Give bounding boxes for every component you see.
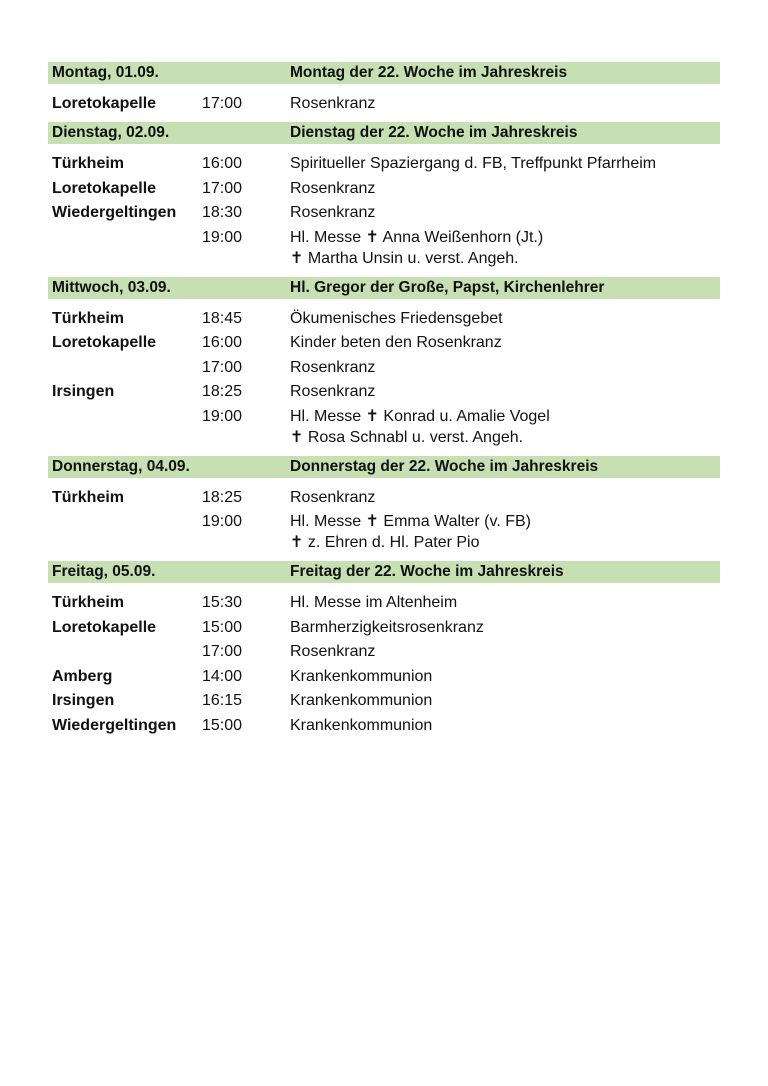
entry-time: 14:00 xyxy=(202,667,243,685)
day-liturgical-title: Montag der 22. Woche im Jahreskreis xyxy=(290,64,568,81)
entry-place: Türkheim xyxy=(52,488,125,506)
entry-time: 19:00 xyxy=(202,407,243,425)
entry-description-line: Rosenkranz xyxy=(290,204,376,221)
schedule-entry xyxy=(48,381,720,402)
day-header xyxy=(48,277,720,299)
entry-time: 18:30 xyxy=(202,204,243,221)
day-section xyxy=(48,62,720,114)
schedule-entry xyxy=(48,487,720,508)
entry-description-line: Rosenkranz xyxy=(290,179,376,197)
entry-description-line: Ökumenisches Friedensgebet xyxy=(290,309,503,327)
day-liturgical-title: Dienstag der 22. Woche im Jahreskreis xyxy=(290,124,578,141)
day-section xyxy=(48,561,720,736)
entry-time: 17:00 xyxy=(202,358,243,376)
entry-description-line: Hl. Messe im Altenheim xyxy=(290,594,458,611)
weekly-schedule xyxy=(48,62,720,744)
entry-description xyxy=(290,592,720,613)
schedule-entry xyxy=(48,357,720,378)
entry-place: Türkheim xyxy=(52,309,125,327)
schedule-entry xyxy=(48,153,720,174)
entry-place: Irsingen xyxy=(52,383,115,400)
day-header xyxy=(48,561,720,583)
entry-description-line: ✝ Martha Unsin u. verst. Angeh. xyxy=(290,249,519,267)
schedule-entry xyxy=(48,641,720,662)
entry-time: 18:25 xyxy=(202,488,243,506)
entry-description xyxy=(290,641,720,662)
entry-description xyxy=(290,202,720,223)
schedule-entry xyxy=(48,227,720,269)
entry-description-line: Spiritueller Spaziergang d. FB, Treffpunkt Pfarrheim xyxy=(290,155,657,172)
day-header xyxy=(48,122,720,144)
schedule-entry xyxy=(48,690,720,711)
schedule-entry xyxy=(48,178,720,199)
entry-description xyxy=(290,308,720,329)
day-date: Mittwoch, 03.09. xyxy=(52,278,171,296)
day-date: Donnerstag, 04.09. xyxy=(52,457,190,475)
day-liturgical-title: Freitag der 22. Woche im Jahreskreis xyxy=(290,563,564,580)
schedule-entry xyxy=(48,617,720,638)
entry-place: Loretokapelle xyxy=(52,334,157,351)
schedule-entry xyxy=(48,511,720,553)
entry-description-line: Kinder beten den Rosenkranz xyxy=(290,334,502,351)
entry-description-line: ✝ Rosa Schnabl u. verst. Angeh. xyxy=(290,428,524,446)
entry-description-line: Rosenkranz xyxy=(290,488,376,506)
schedule-entry xyxy=(48,332,720,353)
entry-description xyxy=(290,406,720,448)
entry-place: Türkheim xyxy=(52,155,125,172)
entry-place: Loretokapelle xyxy=(52,95,157,112)
schedule-entry xyxy=(48,202,720,223)
day-section xyxy=(48,122,720,269)
entry-description xyxy=(290,617,720,638)
entry-time: 16:00 xyxy=(202,155,243,172)
day-date: Freitag, 05.09. xyxy=(52,563,156,580)
entry-place: Türkheim xyxy=(52,594,125,611)
entry-place: Loretokapelle xyxy=(52,179,157,197)
entry-description-line: ✝ z. Ehren d. Hl. Pater Pio xyxy=(290,534,480,551)
entry-description xyxy=(290,357,720,378)
entry-description xyxy=(290,381,720,402)
day-liturgical-title: Donnerstag der 22. Woche im Jahreskreis xyxy=(290,457,599,475)
day-section xyxy=(48,456,720,554)
schedule-entry xyxy=(48,592,720,613)
day-header xyxy=(48,62,720,84)
entry-description xyxy=(290,332,720,353)
entry-place: Wiedergeltingen xyxy=(52,716,177,734)
entry-description xyxy=(290,666,720,687)
schedule-entry xyxy=(48,406,720,448)
entry-description-line: Rosenkranz xyxy=(290,643,376,660)
entry-description-line: Krankenkommunion xyxy=(290,667,433,685)
entry-place: Loretokapelle xyxy=(52,618,157,636)
entry-description-line: Rosenkranz xyxy=(290,383,376,400)
entry-description-line: Rosenkranz xyxy=(290,95,376,112)
entry-description xyxy=(290,227,720,269)
day-header xyxy=(48,456,720,478)
entry-place: Wiedergeltingen xyxy=(52,204,177,221)
entry-description-line: Hl. Messe ✝ Emma Walter (v. FB) xyxy=(290,513,531,530)
schedule-entry xyxy=(48,93,720,114)
entry-time: 16:15 xyxy=(202,692,243,709)
entry-time: 17:00 xyxy=(202,643,243,660)
schedule-entry xyxy=(48,666,720,687)
entry-description-line: Rosenkranz xyxy=(290,358,376,376)
entry-time: 18:25 xyxy=(202,383,243,400)
entry-description xyxy=(290,93,720,114)
entry-time: 19:00 xyxy=(202,513,243,530)
entry-description-line: Hl. Messe ✝ Konrad u. Amalie Vogel xyxy=(290,407,550,425)
entry-description xyxy=(290,715,720,736)
day-date: Dienstag, 02.09. xyxy=(52,124,170,141)
entry-time: 15:30 xyxy=(202,594,243,611)
entry-place: Amberg xyxy=(52,667,113,685)
entry-description xyxy=(290,690,720,711)
entry-description xyxy=(290,511,720,553)
entry-time: 18:45 xyxy=(202,309,243,327)
entry-description xyxy=(290,178,720,199)
entry-time: 15:00 xyxy=(202,716,243,734)
day-date: Montag, 01.09. xyxy=(52,64,159,81)
entry-description-line: Krankenkommunion xyxy=(290,716,433,734)
entry-description xyxy=(290,153,720,174)
entry-time: 19:00 xyxy=(202,228,243,246)
entry-description-line: Krankenkommunion xyxy=(290,692,433,709)
entry-time: 17:00 xyxy=(202,95,243,112)
entry-time: 17:00 xyxy=(202,179,243,197)
entry-description xyxy=(290,487,720,508)
schedule-entry xyxy=(48,715,720,736)
entry-time: 16:00 xyxy=(202,334,243,351)
day-section xyxy=(48,277,720,448)
entry-description-line: Hl. Messe ✝ Anna Weißenhorn (Jt.) xyxy=(290,228,544,246)
entry-place: Irsingen xyxy=(52,692,115,709)
entry-time: 15:00 xyxy=(202,618,243,636)
entry-description-line: Barmherzigkeitsrosenkranz xyxy=(290,618,484,636)
day-liturgical-title: Hl. Gregor der Große, Papst, Kirchenlehrer xyxy=(290,278,605,296)
schedule-entry xyxy=(48,308,720,329)
